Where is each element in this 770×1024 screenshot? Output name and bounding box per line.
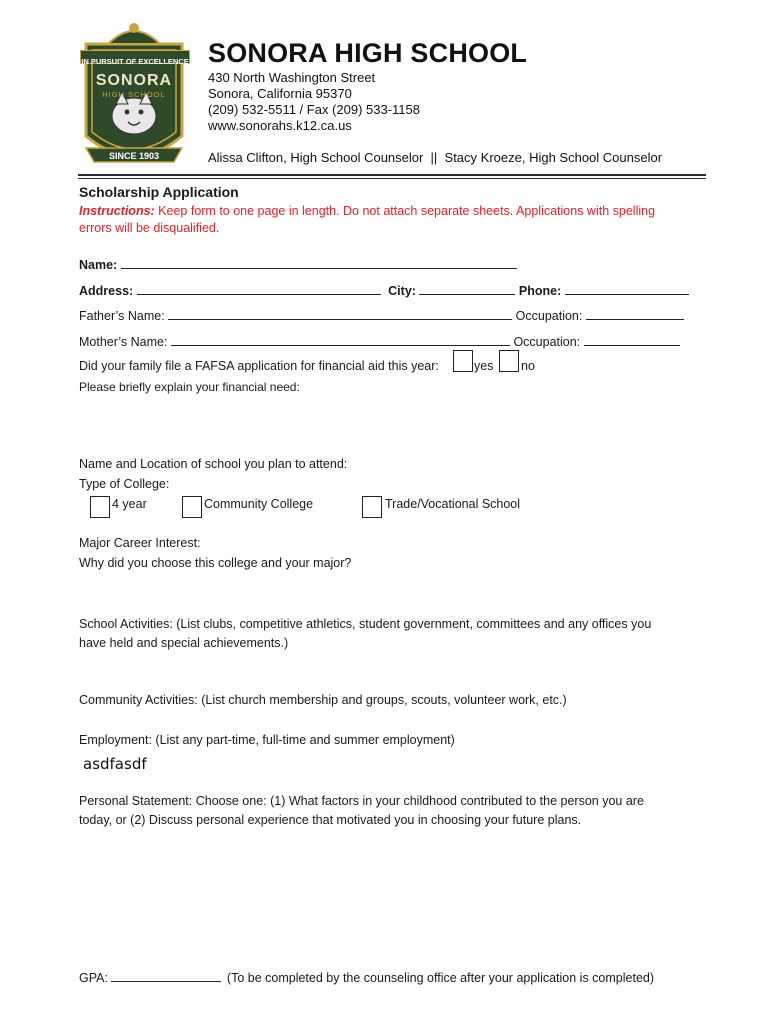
personal-statement-prompt — [79, 792, 644, 830]
instructions-text: Keep form to one page in length. Do not attach separate sheets. Applications with spelling — [154, 204, 656, 218]
gpa-row — [79, 969, 654, 985]
major-label: Major Career Interest: — [79, 536, 201, 550]
employment-prompt: Employment: (List any part-time, full-time and summer employment) — [79, 733, 455, 747]
father-row — [79, 307, 684, 323]
college-4year-checkbox[interactable] — [90, 496, 110, 518]
name-label: Name: — [79, 258, 118, 272]
community-activities-prompt: Community Activities: (List church membership and groups, scouts, volunteer work, etc.) — [79, 693, 567, 707]
address-label: Address: — [79, 284, 134, 298]
address-field[interactable] — [137, 282, 381, 295]
city-label: City: — [388, 284, 416, 298]
header-rule-bottom — [78, 178, 706, 179]
school-name: SONORA HIGH SCHOOL — [208, 38, 528, 68]
mother-label: Mother’s Name: — [79, 335, 168, 349]
crest-banner — [80, 50, 190, 64]
crest-school-word: SONORA — [95, 72, 173, 89]
counselors: Alissa Clifton, High School Counselor || Stacy Kroeze, High School Counselor — [208, 150, 663, 165]
father-label: Father’s Name: — [79, 309, 165, 323]
college-type-label: Type of College: — [79, 477, 170, 491]
school-crest-logo — [78, 16, 190, 172]
fafsa-question: Did your family file a FAFSA application for financial aid this year: — [79, 359, 439, 373]
financial-need-prompt: Please briefly explain your financial need: — [79, 380, 300, 394]
instructions-label: Instructions: — [79, 204, 155, 218]
gpa-note: (To be completed by the counseling office after your application is completed) — [226, 971, 655, 985]
mother-occupation-label: Occupation: — [513, 335, 581, 349]
fafsa-yes-checkbox[interactable] — [453, 350, 473, 372]
personal-statement-line2: today, or (2) Discuss personal experience that motivated you in choosing your future plans. — [79, 813, 582, 827]
college-community-checkbox[interactable] — [182, 496, 202, 518]
school-plan-prompt: Name and Location of school you plan to attend: — [79, 457, 348, 471]
father-occupation-field[interactable] — [586, 307, 684, 320]
college-community-label: Community College — [204, 497, 314, 511]
crest-since-text: SINCE 1903 — [108, 151, 160, 161]
school-activities-prompt — [79, 615, 651, 653]
website: www.sonorahs.k12.ca.us — [208, 118, 352, 133]
mother-name-field[interactable] — [171, 333, 510, 346]
phone-field[interactable] — [565, 282, 689, 295]
why-college-prompt: Why did you choose this college and your major? — [79, 556, 352, 570]
address-row — [79, 282, 689, 298]
school-activities-line2: have held and special achievements.) — [79, 636, 289, 650]
college-trade-label: Trade/Vocational School — [385, 497, 521, 511]
fafsa-no-label: no — [521, 359, 535, 373]
personal-statement-line1: Personal Statement: Choose one: (1) What factors in your childhood contributed to the person you are — [79, 794, 644, 808]
father-name-field[interactable] — [168, 307, 512, 320]
employment-response[interactable]: asdfasdf — [83, 755, 147, 773]
college-trade-checkbox[interactable] — [362, 496, 382, 518]
college-4year-label: 4 year — [112, 497, 147, 511]
gpa-label: GPA: — [79, 971, 108, 985]
address-line1: 430 North Washington Street — [208, 70, 376, 85]
header-rule-top — [78, 174, 706, 176]
crest-sub-word: HIGH SCHOOL — [102, 90, 166, 99]
phone-label: Phone: — [518, 284, 562, 298]
phone-fax: (209) 532-5511 / Fax (209) 533-1158 — [208, 102, 420, 117]
fafsa-yes-label: yes — [474, 359, 494, 373]
form-title: Scholarship Application — [79, 184, 239, 200]
instructions — [79, 203, 719, 237]
school-activities-line1: School Activities: (List clubs, competitive athletics, student government, committees and any offices you — [79, 617, 652, 631]
city-field[interactable] — [419, 282, 515, 295]
address-line2: Sonora, California 95370 — [208, 86, 352, 101]
address-block — [208, 70, 420, 134]
fafsa-no-checkbox[interactable] — [499, 350, 519, 372]
instructions-text2: errors will be disqualified. — [79, 221, 220, 235]
name-field[interactable] — [121, 256, 517, 269]
name-row — [79, 256, 517, 272]
mother-occupation-field[interactable] — [584, 333, 680, 346]
crest-banner-text: IN PURSUIT OF EXCELLENCE — [81, 57, 189, 66]
gpa-field[interactable] — [111, 969, 221, 982]
father-occupation-label: Occupation: — [515, 309, 583, 323]
mother-row — [79, 333, 680, 349]
